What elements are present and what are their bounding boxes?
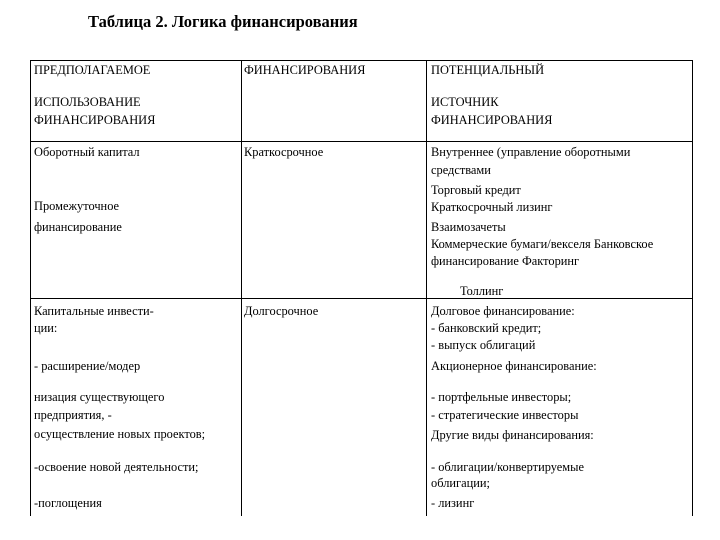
row1-source-line1: Внутреннее (управление оборотными <box>431 145 631 159</box>
row2-use-line1: Капитальные инвести- <box>34 304 154 318</box>
header-potential-source-line1: ПОТЕНЦИАЛЬНЫЙ <box>431 63 545 77</box>
row2-use-line2: ции: <box>34 321 58 335</box>
column-divider-2 <box>426 60 427 516</box>
row1-use-line2: Промежуточное <box>34 199 120 213</box>
row2-source-line1: Долговое финансирование: <box>431 304 575 318</box>
table-left-border <box>30 60 31 516</box>
row2-source-line2: - банковский кредит; <box>431 321 542 335</box>
table-title: Таблица 2. Логика финансирования <box>88 12 358 31</box>
row1-source-line4: Краткосрочный лизинг <box>431 200 553 214</box>
row2-term: Долгосрочное <box>244 304 319 318</box>
row1-source-line3: Торговый кредит <box>431 183 521 197</box>
header-financing: ФИНАНСИРОВАНИЯ <box>244 63 366 77</box>
row2-source-line5: - портфельные инвесторы; <box>431 390 572 404</box>
row2-use-line4: низация существующего <box>34 390 165 404</box>
header-intended-use-line2: ИСПОЛЬЗОВАНИЕ <box>34 95 141 109</box>
header-divider <box>30 141 693 142</box>
row2-use-line7: -освоение новой деятельности; <box>34 460 199 474</box>
row2-source-line4: Акционерное финансирование: <box>431 359 597 373</box>
row2-use-line3: - расширение/модер <box>34 359 141 373</box>
financing-logic-table <box>30 60 693 516</box>
row1-source-line5: Взаимозачеты <box>431 220 506 234</box>
header-intended-use-line1: ПРЕДПОЛАГАЕМОЕ <box>34 63 151 77</box>
table-right-border <box>692 60 693 516</box>
row2-source-line6: - стратегические инвесторы <box>431 408 579 422</box>
row1-source-line6: Коммерческие бумаги/векселя Банковское <box>431 237 654 251</box>
row-divider <box>30 298 693 299</box>
header-potential-source-line3: ФИНАНСИРОВАНИЯ <box>431 113 553 127</box>
row1-term: Краткосрочное <box>244 145 324 159</box>
row2-source-line9: облигации; <box>431 476 490 490</box>
row2-source-line3: - выпуск облигаций <box>431 338 536 352</box>
row1-use-line3: финансирование <box>34 220 122 234</box>
header-intended-use-line3: ФИНАНСИРОВАНИЯ <box>34 113 156 127</box>
column-divider-1 <box>241 60 242 516</box>
row1-source-line7: финансирование Факторинг <box>431 254 580 268</box>
row1-source-line8: Толлинг <box>460 284 504 298</box>
row2-source-line8: - облигации/конвертируемые <box>431 460 584 474</box>
header-potential-source-line2: ИСТОЧНИК <box>431 95 499 109</box>
row2-use-line5: предприятия, - <box>34 408 112 422</box>
row1-source-line2: средствами <box>431 163 491 177</box>
row2-source-line7: Другие виды финансирования: <box>431 428 594 442</box>
row2-use-line8: -поглощения <box>34 496 102 510</box>
row2-source-line10: - лизинг <box>431 496 475 510</box>
row1-use-line1: Оборотный капитал <box>34 145 140 159</box>
row2-use-line6: осуществление новых проектов; <box>34 427 206 441</box>
